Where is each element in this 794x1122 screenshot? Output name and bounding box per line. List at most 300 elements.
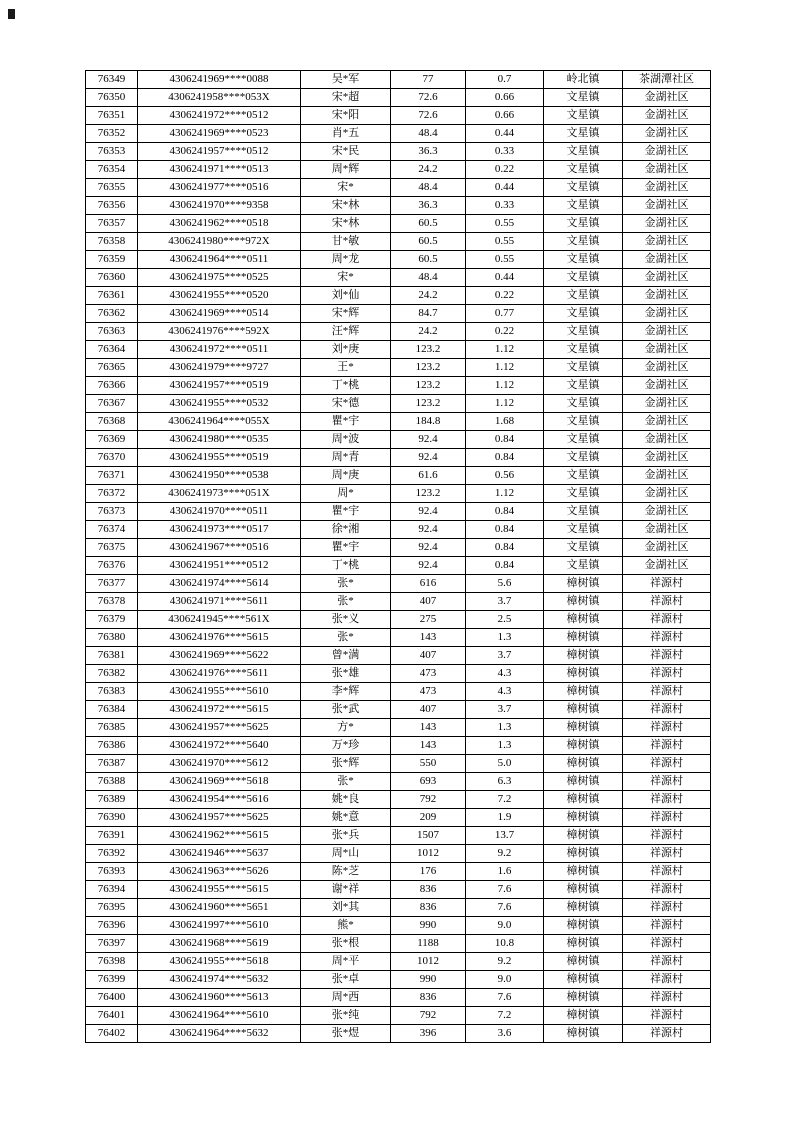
table-row [86, 521, 711, 539]
table-row [86, 773, 711, 791]
serial-number-cell: 76392 [86, 845, 138, 863]
masked-id-number-cell: 4306241962****5615 [138, 827, 301, 845]
masked-name-cell: 周*西 [301, 989, 391, 1007]
town-cell: 文星镇 [544, 287, 623, 305]
area-cell: 0.77 [466, 305, 544, 323]
town-cell: 文星镇 [544, 449, 623, 467]
masked-name-cell: 张*武 [301, 701, 391, 719]
community-cell: 金湖社区 [623, 485, 711, 503]
serial-number-cell: 76355 [86, 179, 138, 197]
community-cell: 祥源村 [623, 845, 711, 863]
masked-name-cell: 丁*桃 [301, 377, 391, 395]
amount-cell: 24.2 [391, 161, 466, 179]
community-cell: 祥源村 [623, 593, 711, 611]
amount-cell: 72.6 [391, 89, 466, 107]
area-cell: 1.12 [466, 485, 544, 503]
area-cell: 1.3 [466, 629, 544, 647]
town-cell: 樟树镇 [544, 701, 623, 719]
town-cell: 文星镇 [544, 179, 623, 197]
area-cell: 2.5 [466, 611, 544, 629]
area-cell: 0.84 [466, 539, 544, 557]
table-row [86, 71, 711, 89]
table-row [86, 107, 711, 125]
amount-cell: 24.2 [391, 323, 466, 341]
area-cell: 1.12 [466, 359, 544, 377]
community-cell: 金湖社区 [623, 305, 711, 323]
area-cell: 9.0 [466, 917, 544, 935]
masked-id-number-cell: 4306241969****5618 [138, 773, 301, 791]
serial-number-cell: 76391 [86, 827, 138, 845]
town-cell: 樟树镇 [544, 917, 623, 935]
table-row [86, 233, 711, 251]
amount-cell: 1012 [391, 953, 466, 971]
subsidy-table [85, 70, 711, 1043]
serial-number-cell: 76375 [86, 539, 138, 557]
town-cell: 文星镇 [544, 341, 623, 359]
table-row [86, 917, 711, 935]
table-row [86, 575, 711, 593]
area-cell: 3.7 [466, 647, 544, 665]
masked-id-number-cell: 4306241976****5615 [138, 629, 301, 647]
serial-number-cell: 76376 [86, 557, 138, 575]
table-row [86, 629, 711, 647]
community-cell: 金湖社区 [623, 539, 711, 557]
community-cell: 金湖社区 [623, 251, 711, 269]
area-cell: 10.8 [466, 935, 544, 953]
town-cell: 樟树镇 [544, 881, 623, 899]
amount-cell: 123.2 [391, 377, 466, 395]
amount-cell: 1188 [391, 935, 466, 953]
community-cell: 祥源村 [623, 665, 711, 683]
serial-number-cell: 76395 [86, 899, 138, 917]
table-row [86, 431, 711, 449]
community-cell: 祥源村 [623, 935, 711, 953]
table-row [86, 305, 711, 323]
serial-number-cell: 76352 [86, 125, 138, 143]
town-cell: 文星镇 [544, 521, 623, 539]
town-cell: 文星镇 [544, 89, 623, 107]
town-cell: 文星镇 [544, 233, 623, 251]
amount-cell: 836 [391, 881, 466, 899]
serial-number-cell: 76381 [86, 647, 138, 665]
community-cell: 金湖社区 [623, 89, 711, 107]
amount-cell: 92.4 [391, 557, 466, 575]
area-cell: 0.33 [466, 197, 544, 215]
town-cell: 樟树镇 [544, 791, 623, 809]
amount-cell: 84.7 [391, 305, 466, 323]
masked-name-cell: 张*煜 [301, 1025, 391, 1043]
masked-id-number-cell: 4306241979****9727 [138, 359, 301, 377]
community-cell: 金湖社区 [623, 323, 711, 341]
masked-id-number-cell: 4306241970****0511 [138, 503, 301, 521]
masked-name-cell: 刘*仙 [301, 287, 391, 305]
masked-name-cell: 张*纯 [301, 1007, 391, 1025]
area-cell: 1.3 [466, 737, 544, 755]
amount-cell: 143 [391, 737, 466, 755]
serial-number-cell: 76390 [86, 809, 138, 827]
masked-name-cell: 周*龙 [301, 251, 391, 269]
community-cell: 金湖社区 [623, 179, 711, 197]
masked-name-cell: 周* [301, 485, 391, 503]
amount-cell: 48.4 [391, 179, 466, 197]
community-cell: 金湖社区 [623, 395, 711, 413]
masked-id-number-cell: 4306241969****0088 [138, 71, 301, 89]
town-cell: 樟树镇 [544, 845, 623, 863]
community-cell: 祥源村 [623, 953, 711, 971]
masked-name-cell: 张* [301, 575, 391, 593]
amount-cell: 990 [391, 971, 466, 989]
amount-cell: 92.4 [391, 431, 466, 449]
area-cell: 9.2 [466, 953, 544, 971]
area-cell: 0.55 [466, 251, 544, 269]
masked-id-number-cell: 4306241974****5614 [138, 575, 301, 593]
amount-cell: 123.2 [391, 359, 466, 377]
town-cell: 樟树镇 [544, 809, 623, 827]
masked-id-number-cell: 4306241957****5625 [138, 809, 301, 827]
table-row [86, 647, 711, 665]
town-cell: 文星镇 [544, 503, 623, 521]
town-cell: 樟树镇 [544, 827, 623, 845]
amount-cell: 123.2 [391, 341, 466, 359]
serial-number-cell: 76364 [86, 341, 138, 359]
town-cell: 文星镇 [544, 305, 623, 323]
masked-id-number-cell: 4306241960****5651 [138, 899, 301, 917]
masked-id-number-cell: 4306241969****5622 [138, 647, 301, 665]
town-cell: 文星镇 [544, 197, 623, 215]
table-row [86, 269, 711, 287]
amount-cell: 36.3 [391, 143, 466, 161]
masked-name-cell: 曾*满 [301, 647, 391, 665]
community-cell: 茶湖潭社区 [623, 71, 711, 89]
masked-id-number-cell: 4306241945****561X [138, 611, 301, 629]
masked-name-cell: 张*雄 [301, 665, 391, 683]
serial-number-cell: 76366 [86, 377, 138, 395]
masked-name-cell: 万*珍 [301, 737, 391, 755]
table-row [86, 719, 711, 737]
community-cell: 祥源村 [623, 647, 711, 665]
area-cell: 1.6 [466, 863, 544, 881]
area-cell: 6.3 [466, 773, 544, 791]
serial-number-cell: 76394 [86, 881, 138, 899]
town-cell: 樟树镇 [544, 683, 623, 701]
community-cell: 金湖社区 [623, 431, 711, 449]
table-row [86, 971, 711, 989]
table-row [86, 701, 711, 719]
town-cell: 文星镇 [544, 215, 623, 233]
serial-number-cell: 76371 [86, 467, 138, 485]
area-cell: 0.7 [466, 71, 544, 89]
amount-cell: 407 [391, 701, 466, 719]
masked-id-number-cell: 4306241972****0512 [138, 107, 301, 125]
table-row [86, 503, 711, 521]
masked-id-number-cell: 4306241967****0516 [138, 539, 301, 557]
community-cell: 金湖社区 [623, 269, 711, 287]
masked-id-number-cell: 4306241980****972X [138, 233, 301, 251]
community-cell: 祥源村 [623, 881, 711, 899]
community-cell: 祥源村 [623, 719, 711, 737]
area-cell: 0.56 [466, 467, 544, 485]
town-cell: 文星镇 [544, 395, 623, 413]
table-row [86, 377, 711, 395]
serial-number-cell: 76386 [86, 737, 138, 755]
town-cell: 文星镇 [544, 485, 623, 503]
area-cell: 0.84 [466, 503, 544, 521]
masked-name-cell: 姚*意 [301, 809, 391, 827]
table-row [86, 143, 711, 161]
table-row [86, 251, 711, 269]
masked-id-number-cell: 4306241964****055X [138, 413, 301, 431]
area-cell: 0.33 [466, 143, 544, 161]
masked-id-number-cell: 4306241977****0516 [138, 179, 301, 197]
masked-id-number-cell: 4306241955****0519 [138, 449, 301, 467]
serial-number-cell: 76353 [86, 143, 138, 161]
table-row [86, 989, 711, 1007]
area-cell: 0.84 [466, 431, 544, 449]
table-row [86, 539, 711, 557]
masked-name-cell: 熊* [301, 917, 391, 935]
masked-id-number-cell: 4306241973****051X [138, 485, 301, 503]
serial-number-cell: 76378 [86, 593, 138, 611]
serial-number-cell: 76357 [86, 215, 138, 233]
community-cell: 祥源村 [623, 917, 711, 935]
community-cell: 祥源村 [623, 971, 711, 989]
serial-number-cell: 76393 [86, 863, 138, 881]
serial-number-cell: 76380 [86, 629, 138, 647]
masked-id-number-cell: 4306241976****592X [138, 323, 301, 341]
area-cell: 4.3 [466, 665, 544, 683]
town-cell: 樟树镇 [544, 899, 623, 917]
masked-id-number-cell: 4306241997****5610 [138, 917, 301, 935]
amount-cell: 1507 [391, 827, 466, 845]
masked-id-number-cell: 4306241974****5632 [138, 971, 301, 989]
table-body [86, 71, 711, 1043]
area-cell: 0.55 [466, 233, 544, 251]
area-cell: 0.84 [466, 449, 544, 467]
masked-id-number-cell: 4306241946****5637 [138, 845, 301, 863]
masked-name-cell: 张*卓 [301, 971, 391, 989]
masked-name-cell: 王* [301, 359, 391, 377]
area-cell: 3.7 [466, 593, 544, 611]
serial-number-cell: 76365 [86, 359, 138, 377]
community-cell: 金湖社区 [623, 341, 711, 359]
masked-id-number-cell: 4306241976****5611 [138, 665, 301, 683]
masked-id-number-cell: 4306241957****0512 [138, 143, 301, 161]
amount-cell: 792 [391, 791, 466, 809]
serial-number-cell: 76396 [86, 917, 138, 935]
town-cell: 文星镇 [544, 557, 623, 575]
community-cell: 祥源村 [623, 1007, 711, 1025]
community-cell: 金湖社区 [623, 359, 711, 377]
table-row [86, 1025, 711, 1043]
serial-number-cell: 76379 [86, 611, 138, 629]
area-cell: 13.7 [466, 827, 544, 845]
community-cell: 金湖社区 [623, 233, 711, 251]
amount-cell: 407 [391, 647, 466, 665]
town-cell: 樟树镇 [544, 629, 623, 647]
masked-id-number-cell: 4306241951****0512 [138, 557, 301, 575]
area-cell: 1.3 [466, 719, 544, 737]
masked-name-cell: 瞿*宇 [301, 539, 391, 557]
area-cell: 0.66 [466, 89, 544, 107]
masked-id-number-cell: 4306241975****0525 [138, 269, 301, 287]
table-row [86, 791, 711, 809]
town-cell: 樟树镇 [544, 647, 623, 665]
masked-name-cell: 张* [301, 629, 391, 647]
serial-number-cell: 76351 [86, 107, 138, 125]
masked-id-number-cell: 4306241963****5626 [138, 863, 301, 881]
serial-number-cell: 76363 [86, 323, 138, 341]
masked-id-number-cell: 4306241954****5616 [138, 791, 301, 809]
masked-name-cell: 周*平 [301, 953, 391, 971]
table-row [86, 611, 711, 629]
serial-number-cell: 76399 [86, 971, 138, 989]
amount-cell: 275 [391, 611, 466, 629]
area-cell: 4.3 [466, 683, 544, 701]
area-cell: 1.68 [466, 413, 544, 431]
masked-id-number-cell: 4306241973****0517 [138, 521, 301, 539]
table-row [86, 935, 711, 953]
masked-id-number-cell: 4306241957****0519 [138, 377, 301, 395]
masked-name-cell: 张*义 [301, 611, 391, 629]
table-row [86, 737, 711, 755]
community-cell: 金湖社区 [623, 377, 711, 395]
masked-name-cell: 吴*军 [301, 71, 391, 89]
masked-name-cell: 谢*祥 [301, 881, 391, 899]
masked-name-cell: 甘*敏 [301, 233, 391, 251]
masked-name-cell: 宋*林 [301, 197, 391, 215]
area-cell: 0.84 [466, 557, 544, 575]
masked-name-cell: 张* [301, 773, 391, 791]
town-cell: 樟树镇 [544, 737, 623, 755]
table-row [86, 755, 711, 773]
masked-name-cell: 方* [301, 719, 391, 737]
amount-cell: 48.4 [391, 269, 466, 287]
masked-name-cell: 张*兵 [301, 827, 391, 845]
amount-cell: 143 [391, 719, 466, 737]
serial-number-cell: 76349 [86, 71, 138, 89]
town-cell: 樟树镇 [544, 1007, 623, 1025]
masked-id-number-cell: 4306241955****5618 [138, 953, 301, 971]
community-cell: 金湖社区 [623, 107, 711, 125]
masked-name-cell: 刘*其 [301, 899, 391, 917]
amount-cell: 836 [391, 899, 466, 917]
masked-id-number-cell: 4306241964****5632 [138, 1025, 301, 1043]
table-row [86, 323, 711, 341]
serial-number-cell: 76367 [86, 395, 138, 413]
community-cell: 祥源村 [623, 773, 711, 791]
masked-name-cell: 宋*德 [301, 395, 391, 413]
table-row [86, 395, 711, 413]
amount-cell: 61.6 [391, 467, 466, 485]
masked-name-cell: 张*根 [301, 935, 391, 953]
town-cell: 文星镇 [544, 269, 623, 287]
page-corner-artifact [8, 9, 15, 19]
table-row [86, 125, 711, 143]
masked-name-cell: 周*青 [301, 449, 391, 467]
serial-number-cell: 76354 [86, 161, 138, 179]
town-cell: 文星镇 [544, 467, 623, 485]
masked-id-number-cell: 4306241955****5615 [138, 881, 301, 899]
table-row [86, 881, 711, 899]
amount-cell: 36.3 [391, 197, 466, 215]
masked-id-number-cell: 4306241971****0513 [138, 161, 301, 179]
community-cell: 祥源村 [623, 809, 711, 827]
amount-cell: 473 [391, 683, 466, 701]
area-cell: 1.12 [466, 395, 544, 413]
amount-cell: 92.4 [391, 539, 466, 557]
town-cell: 樟树镇 [544, 719, 623, 737]
town-cell: 樟树镇 [544, 935, 623, 953]
masked-name-cell: 周*山 [301, 845, 391, 863]
community-cell: 祥源村 [623, 863, 711, 881]
masked-id-number-cell: 4306241970****9358 [138, 197, 301, 215]
area-cell: 7.6 [466, 989, 544, 1007]
masked-id-number-cell: 4306241955****0532 [138, 395, 301, 413]
table-row [86, 215, 711, 233]
masked-name-cell: 宋* [301, 179, 391, 197]
town-cell: 樟树镇 [544, 953, 623, 971]
masked-name-cell: 肖*五 [301, 125, 391, 143]
town-cell: 樟树镇 [544, 773, 623, 791]
masked-id-number-cell: 4306241980****0535 [138, 431, 301, 449]
town-cell: 樟树镇 [544, 863, 623, 881]
community-cell: 祥源村 [623, 575, 711, 593]
table-row [86, 827, 711, 845]
serial-number-cell: 76356 [86, 197, 138, 215]
area-cell: 7.2 [466, 791, 544, 809]
town-cell: 樟树镇 [544, 971, 623, 989]
area-cell: 0.22 [466, 287, 544, 305]
community-cell: 金湖社区 [623, 197, 711, 215]
serial-number-cell: 76368 [86, 413, 138, 431]
town-cell: 文星镇 [544, 413, 623, 431]
town-cell: 文星镇 [544, 125, 623, 143]
table-row [86, 845, 711, 863]
table-row [86, 809, 711, 827]
serial-number-cell: 76373 [86, 503, 138, 521]
amount-cell: 990 [391, 917, 466, 935]
table-row [86, 287, 711, 305]
amount-cell: 616 [391, 575, 466, 593]
area-cell: 0.44 [466, 179, 544, 197]
masked-name-cell: 张* [301, 593, 391, 611]
table-row [86, 485, 711, 503]
town-cell: 岭北镇 [544, 71, 623, 89]
amount-cell: 396 [391, 1025, 466, 1043]
amount-cell: 77 [391, 71, 466, 89]
masked-id-number-cell: 4306241971****5611 [138, 593, 301, 611]
community-cell: 金湖社区 [623, 449, 711, 467]
masked-id-number-cell: 4306241972****5615 [138, 701, 301, 719]
table-row [86, 665, 711, 683]
masked-name-cell: 刘*庚 [301, 341, 391, 359]
town-cell: 樟树镇 [544, 1025, 623, 1043]
community-cell: 金湖社区 [623, 557, 711, 575]
masked-id-number-cell: 4306241964****5610 [138, 1007, 301, 1025]
table-row [86, 161, 711, 179]
masked-name-cell: 周*庚 [301, 467, 391, 485]
town-cell: 文星镇 [544, 251, 623, 269]
masked-id-number-cell: 4306241962****0518 [138, 215, 301, 233]
area-cell: 5.0 [466, 755, 544, 773]
serial-number-cell: 76389 [86, 791, 138, 809]
amount-cell: 1012 [391, 845, 466, 863]
town-cell: 文星镇 [544, 143, 623, 161]
masked-id-number-cell: 4306241968****5619 [138, 935, 301, 953]
area-cell: 9.0 [466, 971, 544, 989]
table-row [86, 953, 711, 971]
amount-cell: 209 [391, 809, 466, 827]
